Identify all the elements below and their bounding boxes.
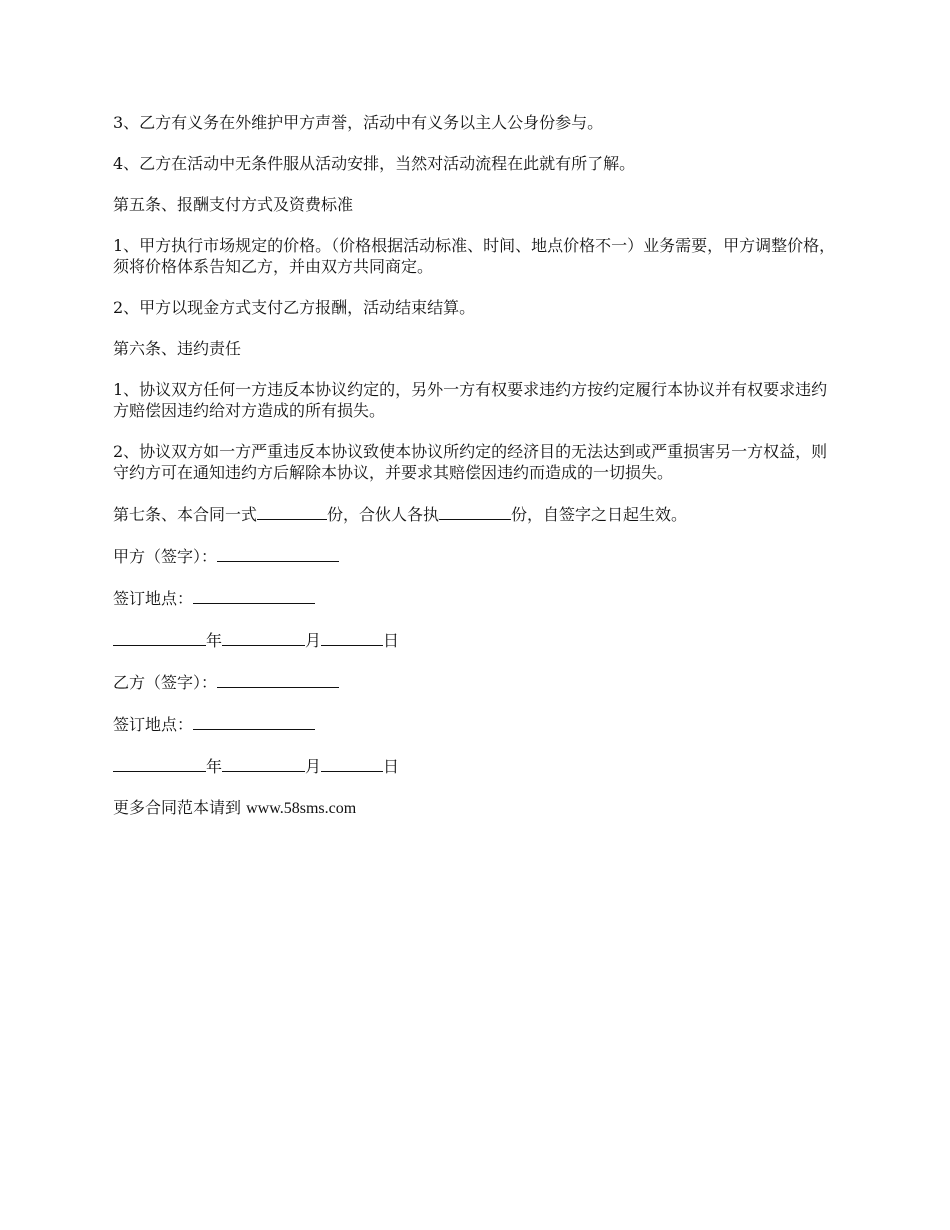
article-5-clause-2: 2、甲方以现金方式支付乙方报酬，活动结束结算。	[113, 298, 476, 317]
year-blank[interactable]	[113, 755, 206, 772]
clause-3: 3、乙方有义务在外维护甲方声誉，活动中有义务以主人公身份参与。	[113, 113, 604, 132]
party-b-label: 乙方（签字）：	[113, 673, 218, 692]
year-label: 年	[206, 757, 223, 776]
article-5-heading: 第五条、报酬支付方式及资费标准	[113, 195, 354, 214]
month-label: 月	[305, 631, 322, 650]
party-a-signature-line	[113, 545, 843, 567]
article-6-clause-1: 1、协议双方任何一方违反本协议约定的，另外一方有权要求违约方按约定履行本协议并有权要求违约方赔偿因违约给对方造成的所有损失。	[113, 380, 828, 420]
party-a-place-line	[113, 587, 843, 609]
day-label: 日	[383, 757, 400, 776]
month-label: 月	[305, 757, 322, 776]
article-6-heading: 第六条、违约责任	[113, 339, 242, 358]
party-b-signature-blank[interactable]	[217, 671, 339, 688]
day-blank[interactable]	[321, 755, 383, 772]
day-blank[interactable]	[321, 629, 383, 646]
place-label: 签订地点：	[113, 589, 194, 608]
year-blank[interactable]	[113, 629, 206, 646]
year-label: 年	[206, 631, 223, 650]
party-b-date-line	[113, 755, 843, 777]
party-b-place-line	[113, 713, 843, 735]
article-7	[113, 503, 843, 525]
article-7-text-1: 第七条、本合同一式	[113, 505, 258, 524]
copies-total-blank[interactable]	[257, 503, 327, 520]
article-5-clause-1: 1、甲方执行市场规定的价格。（价格根据活动标准、时间、地点价格不一）业务需要，甲方调整价格，须将价格体系告知乙方，并由双方共同商定。	[113, 236, 836, 276]
party-b-place-blank[interactable]	[193, 713, 315, 730]
clause-4: 4、乙方在活动中无条件服从活动安排，当然对活动流程在此就有所了解。	[113, 154, 636, 173]
day-label: 日	[383, 631, 400, 650]
party-b-signature-line	[113, 671, 843, 693]
article-7-text-3: 份，自签字之日起生效。	[511, 505, 688, 524]
party-a-label: 甲方（签字）：	[113, 547, 218, 566]
document-page	[113, 112, 843, 839]
party-a-date-line	[113, 629, 843, 651]
article-7-text-2: 份，合伙人各执	[327, 505, 440, 524]
footer-note	[113, 797, 843, 819]
month-blank[interactable]	[222, 755, 305, 772]
footer-link[interactable]: www.58sms.com	[246, 800, 357, 817]
month-blank[interactable]	[222, 629, 305, 646]
place-label: 签订地点：	[113, 715, 194, 734]
footer-text: 更多合同范本请到	[113, 798, 247, 817]
copies-each-blank[interactable]	[439, 503, 511, 520]
party-a-signature-blank[interactable]	[217, 545, 339, 562]
article-6-clause-2: 2、协议双方如一方严重违反本协议致使本协议所约定的经济目的无法达到或严重损害另一方权益，则守约方可在通知违约方后解除本协议，并要求其赔偿因违约而造成的一切损失。	[113, 442, 828, 482]
party-a-place-blank[interactable]	[193, 587, 315, 604]
